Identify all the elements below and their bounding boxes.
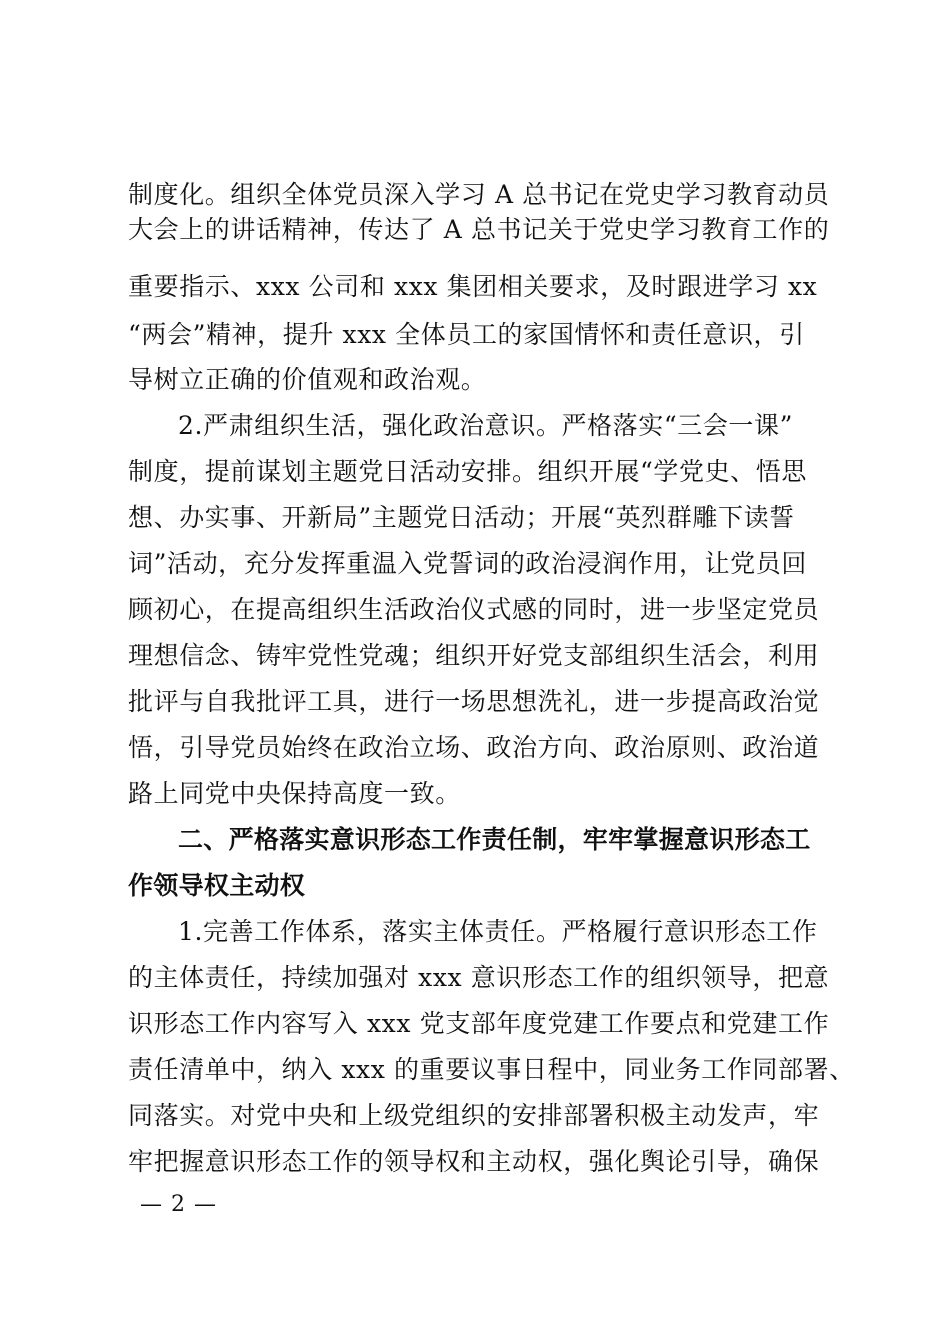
body-text-line: 悟，引导党员始终在政治立场、政治方向、政治原则、政治道 xyxy=(128,733,820,762)
section-heading: 二、严格落实意识形态工作责任制，牢牢掌握意识形态工 xyxy=(178,825,811,854)
body-text-line: 识形态工作内容写入 xxx 党支部年度党建工作要点和党建工作 xyxy=(128,1009,830,1038)
body-text-line: 批评与自我批评工具，进行一场思想洗礼，进一步提高政治觉 xyxy=(128,687,820,716)
body-text-line: 2.严肃组织生活，强化政治意识。严格落实“三会一课” xyxy=(178,411,794,440)
body-text-line: 大会上的讲话精神，传达了 A 总书记关于党史学习教育工作的 xyxy=(128,215,830,244)
body-text-line: 理想信念、铸牢党性党魂；组织开好党支部组织生活会，利用 xyxy=(128,641,820,670)
body-text-line: 责任清单中，纳入 xxx 的重要议事日程中，同业务工作同部署、 xyxy=(128,1055,855,1084)
body-text-line: 制度化。组织全体党员深入学习 A 总书记在党史学习教育动员 xyxy=(128,180,830,209)
body-text-line: 顾初心，在提高组织生活政治仪式感的同时，进一步坚定党员 xyxy=(128,595,820,624)
body-text-line: 牢把握意识形态工作的领导权和主动权，强化舆论引导，确保 xyxy=(128,1147,820,1176)
body-text-line: 重要指示、xxx 公司和 xxx 集团相关要求，及时跟进学习 xx xyxy=(128,272,818,301)
body-text-line: 同落实。对党中央和上级党组织的安排部署积极主动发声，牢 xyxy=(128,1101,820,1130)
page-number: — 2 — xyxy=(140,1192,217,1217)
body-text-line: 想、办实事、开新局”主题党日活动；开展“英烈群雕下读誓 xyxy=(128,503,795,532)
body-text-line: 制度，提前谋划主题党日活动安排。组织开展“学党史、悟思 xyxy=(128,457,807,486)
body-text-line: 词”活动，充分发挥重温入党誓词的政治浸润作用，让党员回 xyxy=(128,549,807,578)
body-text-line: 路上同党中央保持高度一致。 xyxy=(128,779,461,808)
body-text-line: 的主体责任，持续加强对 xxx 意识形态工作的组织领导，把意 xyxy=(128,963,830,992)
section-heading: 作领导权主动权 xyxy=(128,871,306,900)
body-text-line: “两会”精神，提升 xxx 全体员工的家国情怀和责任意识，引 xyxy=(128,320,805,349)
body-text-line: 1.完善工作体系，落实主体责任。严格履行意识形态工作 xyxy=(178,917,818,946)
body-text-line: 导树立正确的价值观和政治观。 xyxy=(128,365,487,394)
